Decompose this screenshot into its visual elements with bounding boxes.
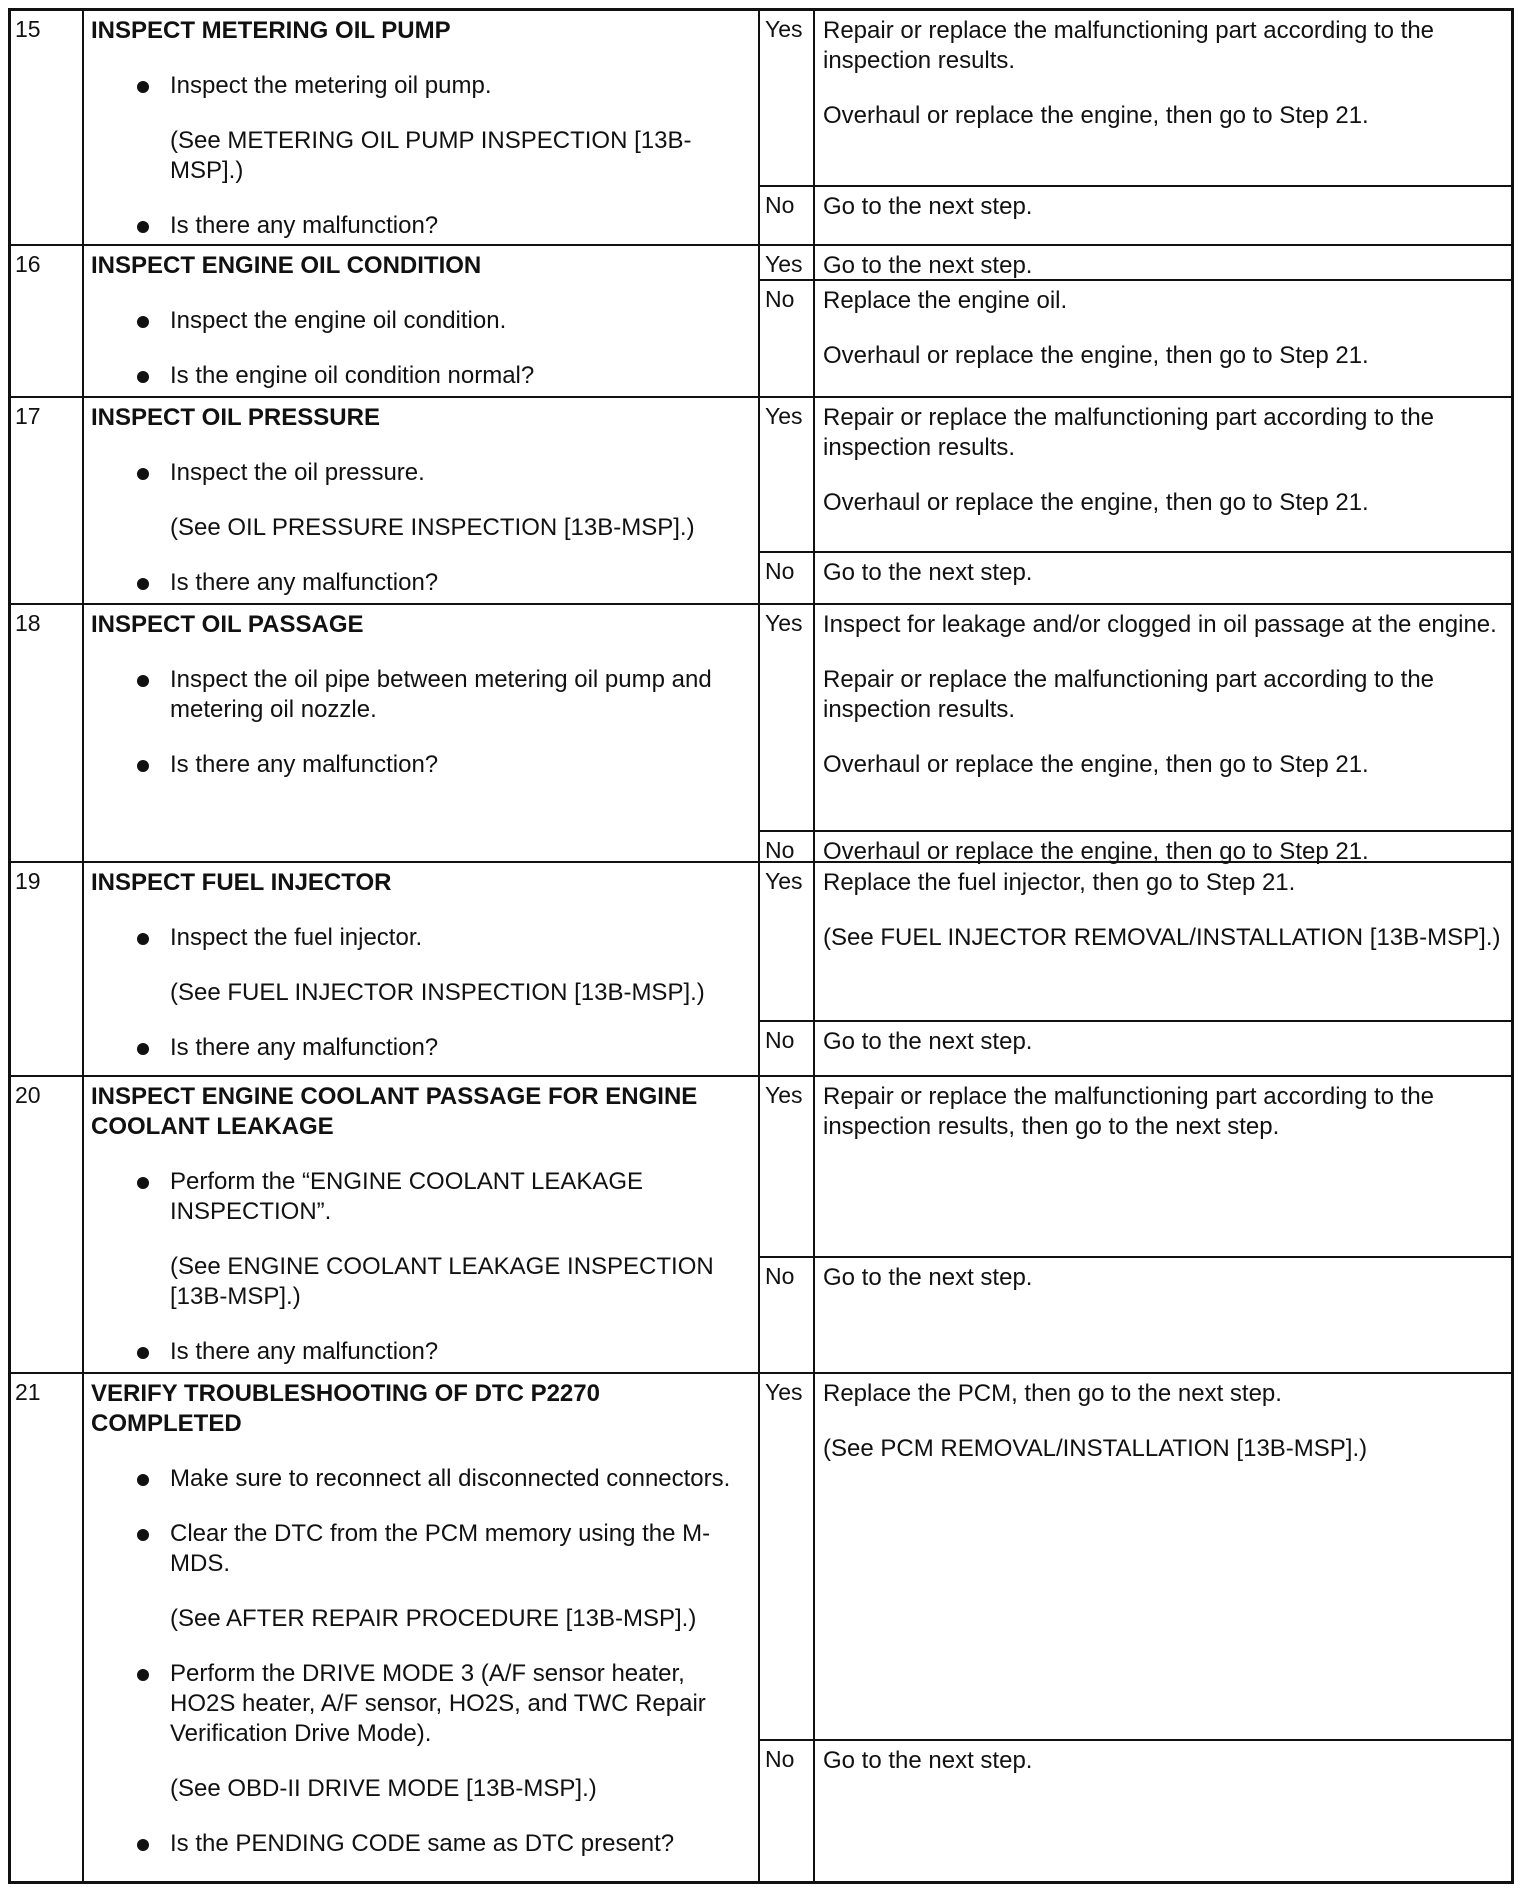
step-body <box>86 1374 760 1883</box>
result-action <box>817 1258 1511 1318</box>
result-no <box>760 830 1511 863</box>
reference-note: (See OBD-II DRIVE MODE [13B-MSP].) <box>170 1775 597 1802</box>
result-label: Yes <box>760 605 815 830</box>
result-no <box>760 185 1511 244</box>
bullet-item: Inspect the fuel injector. <box>91 923 748 953</box>
result-label: No <box>760 832 815 863</box>
action-line: Go to the next step. <box>823 1747 1033 1774</box>
step-body <box>86 398 760 605</box>
step-title: INSPECT ENGINE COOLANT PASSAGE FOR ENGINE COOLANT LEAKAGE <box>91 1083 698 1140</box>
step-number: 19 <box>11 863 84 1077</box>
result-no <box>760 1739 1511 1883</box>
action-line: Repair or replace the malfunctioning part according to the inspection results. <box>823 17 1435 74</box>
result-label: No <box>760 1022 815 1077</box>
bullet-item: Is there any malfunction? <box>91 211 748 241</box>
action-line: Inspect for leakage and/or clogged in oil passage at the engine. <box>823 611 1497 638</box>
step-title: INSPECT ENGINE OIL CONDITION <box>91 252 482 279</box>
step-row <box>11 396 1511 605</box>
step-row <box>11 244 1511 398</box>
action-line: Overhaul or replace the engine, then go to Step 21. <box>823 342 1369 369</box>
result-action <box>817 1741 1511 1801</box>
result-no <box>760 1256 1511 1374</box>
step-row <box>11 603 1511 863</box>
bullet-item: Perform the DRIVE MODE 3 (A/F sensor heater, HO2S heater, A/F sensor, HO2S, and TWC Repair Verification Drive Mode). <box>91 1659 748 1749</box>
bullet-item: Is there any malfunction? <box>91 568 748 598</box>
action-line: Replace the PCM, then go to the next step. <box>823 1380 1282 1407</box>
step-title: INSPECT OIL PASSAGE <box>91 611 364 638</box>
action-line: Go to the next step. <box>823 193 1033 220</box>
result-action <box>817 863 1511 978</box>
bullet-item: Inspect the oil pipe between metering oil pump and metering oil nozzle. <box>91 665 748 725</box>
step-body <box>86 246 760 398</box>
bullet-item: Is there any malfunction? <box>91 750 748 780</box>
action-line: Overhaul or replace the engine, then go to Step 21. <box>823 838 1369 865</box>
action-line: Repair or replace the malfunctioning part according to the inspection results, then go to the next step. <box>823 1083 1435 1140</box>
result-label: No <box>760 1258 815 1374</box>
result-yes <box>760 11 1511 185</box>
step-body <box>86 863 760 1077</box>
result-action <box>817 398 1511 543</box>
step-number: 15 <box>11 11 84 244</box>
step-title: VERIFY TROUBLESHOOTING OF DTC P2270 COMPLETED <box>91 1380 600 1437</box>
result-no <box>760 1020 1511 1077</box>
step-row <box>11 861 1511 1077</box>
result-action <box>817 605 1511 805</box>
step-row <box>11 1075 1511 1374</box>
step-body <box>86 1077 760 1374</box>
result-label: Yes <box>760 398 815 551</box>
bullet-item: Clear the DTC from the PCM memory using the M-MDS. <box>91 1519 748 1579</box>
reference-note: (See METERING OIL PUMP INSPECTION [13B-MSP].) <box>170 127 692 184</box>
action-line: Replace the engine oil. <box>823 287 1068 314</box>
step-number: 21 <box>11 1374 84 1883</box>
bullet-item: Is the PENDING CODE same as DTC present? <box>91 1829 748 1859</box>
result-yes <box>760 863 1511 1020</box>
result-label: Yes <box>760 863 815 1020</box>
step-title: INSPECT METERING OIL PUMP <box>91 17 451 44</box>
action-line: (See PCM REMOVAL/INSTALLATION [13B-MSP].) <box>823 1435 1368 1462</box>
bullet-item: Inspect the metering oil pump. <box>91 71 748 101</box>
step-number: 16 <box>11 246 84 398</box>
action-line: Go to the next step. <box>823 1264 1033 1291</box>
bullet-item: Inspect the oil pressure. <box>91 458 748 488</box>
troubleshooting-table <box>8 8 1514 1884</box>
step-title: INSPECT FUEL INJECTOR <box>91 869 392 896</box>
reference-note: (See OIL PRESSURE INSPECTION [13B-MSP].) <box>170 514 695 541</box>
result-action <box>817 11 1511 156</box>
result-no <box>760 551 1511 605</box>
result-label: No <box>760 553 815 605</box>
bullet-item: Perform the “ENGINE COOLANT LEAKAGE INSPECTION”. <box>91 1167 748 1227</box>
step-row <box>11 11 1511 244</box>
step-body <box>86 605 760 863</box>
action-line: (See FUEL INJECTOR REMOVAL/INSTALLATION [13B-MSP].) <box>823 924 1501 951</box>
result-action <box>817 1022 1511 1082</box>
result-action <box>817 1374 1511 1489</box>
result-action <box>817 187 1511 247</box>
result-label: No <box>760 187 815 244</box>
step-title: INSPECT OIL PRESSURE <box>91 404 380 431</box>
step-row <box>11 1372 1511 1883</box>
step-number: 20 <box>11 1077 84 1374</box>
bullet-item: Is there any malfunction? <box>91 1033 748 1063</box>
result-no <box>760 279 1511 398</box>
result-yes <box>760 605 1511 830</box>
result-yes <box>760 398 1511 551</box>
reference-note: (See FUEL INJECTOR INSPECTION [13B-MSP].) <box>170 979 705 1006</box>
action-line: Replace the fuel injector, then go to Step 21. <box>823 869 1296 896</box>
action-line: Repair or replace the malfunctioning part according to the inspection results. <box>823 404 1435 461</box>
result-yes <box>760 1077 1511 1256</box>
action-line: Repair or replace the malfunctioning part according to the inspection results. <box>823 666 1435 723</box>
action-line: Go to the next step. <box>823 559 1033 586</box>
result-label: Yes <box>760 1374 815 1739</box>
reference-note: (See AFTER REPAIR PROCEDURE [13B-MSP].) <box>170 1605 697 1632</box>
reference-note: (See ENGINE COOLANT LEAKAGE INSPECTION [13B-MSP].) <box>170 1253 714 1310</box>
step-number: 18 <box>11 605 84 863</box>
result-action <box>817 1077 1511 1167</box>
bullet-item: Is there any malfunction? <box>91 1337 748 1367</box>
result-label: No <box>760 281 815 398</box>
result-label: Yes <box>760 246 815 279</box>
action-line: Overhaul or replace the engine, then go to Step 21. <box>823 489 1369 516</box>
step-number: 17 <box>11 398 84 605</box>
action-line: Overhaul or replace the engine, then go to Step 21. <box>823 102 1369 129</box>
action-line: Overhaul or replace the engine, then go to Step 21. <box>823 751 1369 778</box>
bullet-item: Make sure to reconnect all disconnected connectors. <box>91 1464 748 1494</box>
result-label: Yes <box>760 1077 815 1256</box>
result-label: No <box>760 1741 815 1883</box>
action-line: Go to the next step. <box>823 1028 1033 1055</box>
result-action <box>817 281 1511 396</box>
result-yes <box>760 246 1511 279</box>
action-line: Go to the next step. <box>823 252 1033 279</box>
step-body <box>86 11 760 244</box>
bullet-item: Is the engine oil condition normal? <box>91 361 748 391</box>
bullet-item: Inspect the engine oil condition. <box>91 306 748 336</box>
result-label: Yes <box>760 11 815 185</box>
result-yes <box>760 1374 1511 1739</box>
